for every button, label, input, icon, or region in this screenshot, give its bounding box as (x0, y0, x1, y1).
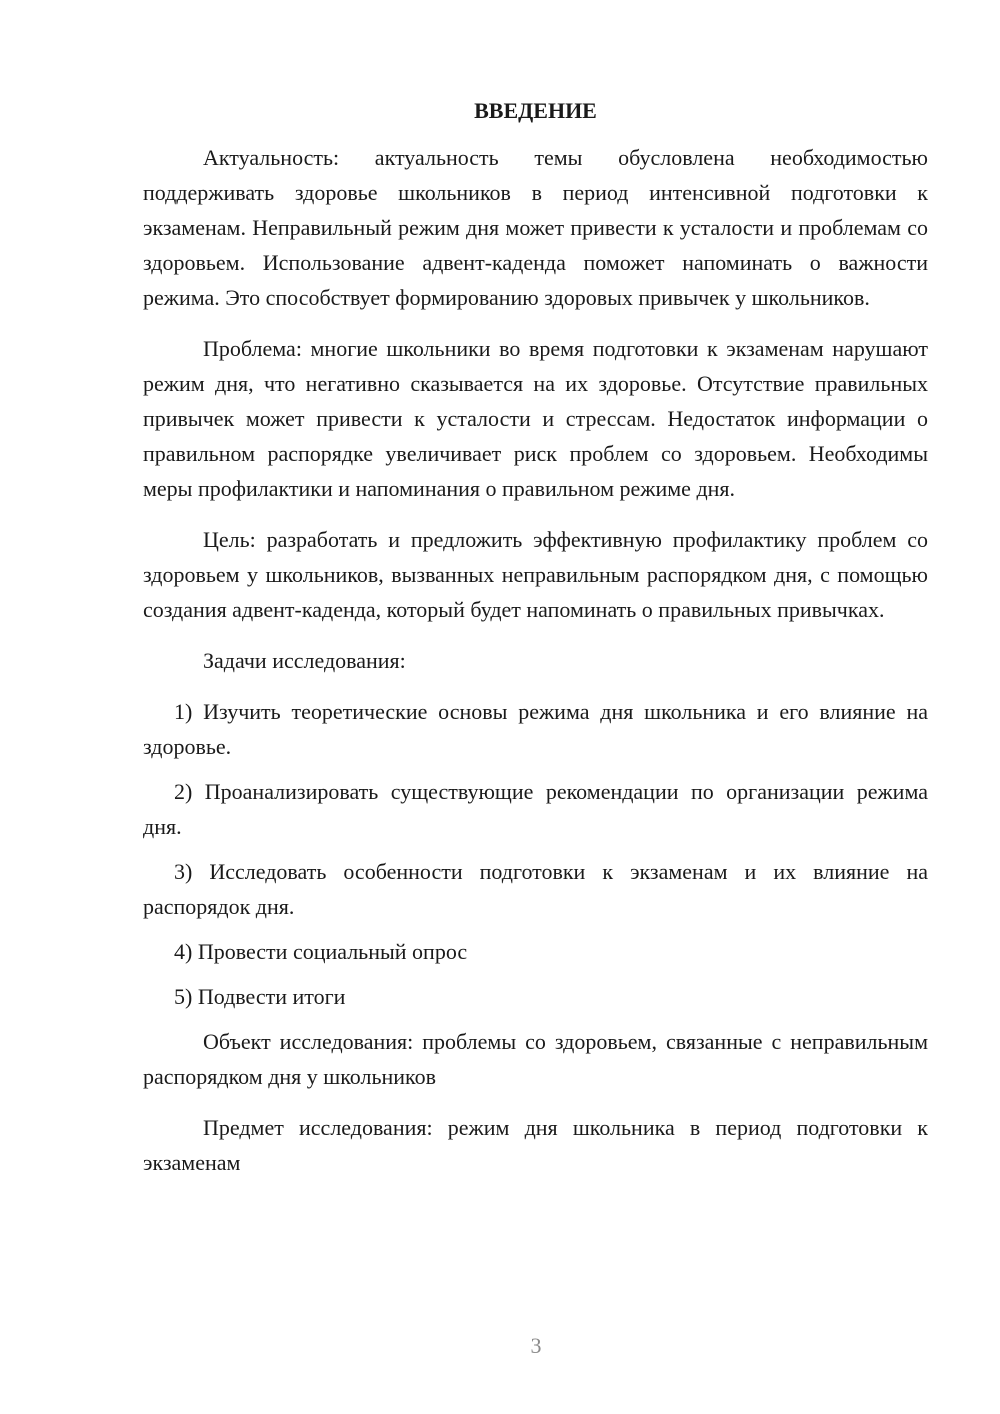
task-item-2: 2) Проанализировать существующие рекомендации по организации режима дня. (143, 779, 928, 839)
page-content (143, 94, 928, 1196)
task-item-5: 5) Подвести итоги (174, 984, 346, 1009)
subject-paragraph: Предмет исследования: режим дня школьника в период подготовки к экзаменам (143, 1115, 928, 1175)
task-item-4: 4) Провести социальный опрос (174, 939, 468, 964)
page-number: 3 (530, 1333, 542, 1358)
tasks-heading: Задачи исследования: (203, 648, 406, 673)
goal-paragraph: Цель: разработать и предложить эффективную профилактику проблем со здоровьем у школьников, вызванных неправильным распорядком дня, с помощью создания адвент-каденда, который будет напоминать о правильных привычках. (143, 527, 928, 622)
problem-paragraph: Проблема: многие школьники во время подготовки к экзаменам нарушают режим дня, что негативно сказывается на их здоровье. Отсутствие правильных привычек может привести к усталости и стрессам. Недостаток информации о правильном распорядке увеличивает риск проблем со здоровьем. Необходимы меры профилактики и напоминания о правильном режиме дня. (143, 336, 928, 501)
relevance-paragraph: Актуальность: актуальность темы обусловлена необходимостью поддерживать здоровье школьников в период интенсивной подготовки к экзаменам. Неправильный режим дня может привести к усталости и проблемам со здоровьем. Использование адвент-каденда поможет напоминать о важности режима. Это способствует формированию здоровых привычек у школьников. (143, 145, 928, 310)
task-item-3: 3) Исследовать особенности подготовки к экзаменам и их влияние на распорядок дня. (143, 859, 928, 919)
page-title: ВВЕДЕНИЕ (474, 98, 597, 123)
task-item-1: 1) Изучить теоретические основы режима дня школьника и его влияние на здоровье. (143, 699, 928, 759)
object-paragraph: Объект исследования: проблемы со здоровьем, связанные с неправильным распорядком дня у школьников (143, 1029, 928, 1089)
